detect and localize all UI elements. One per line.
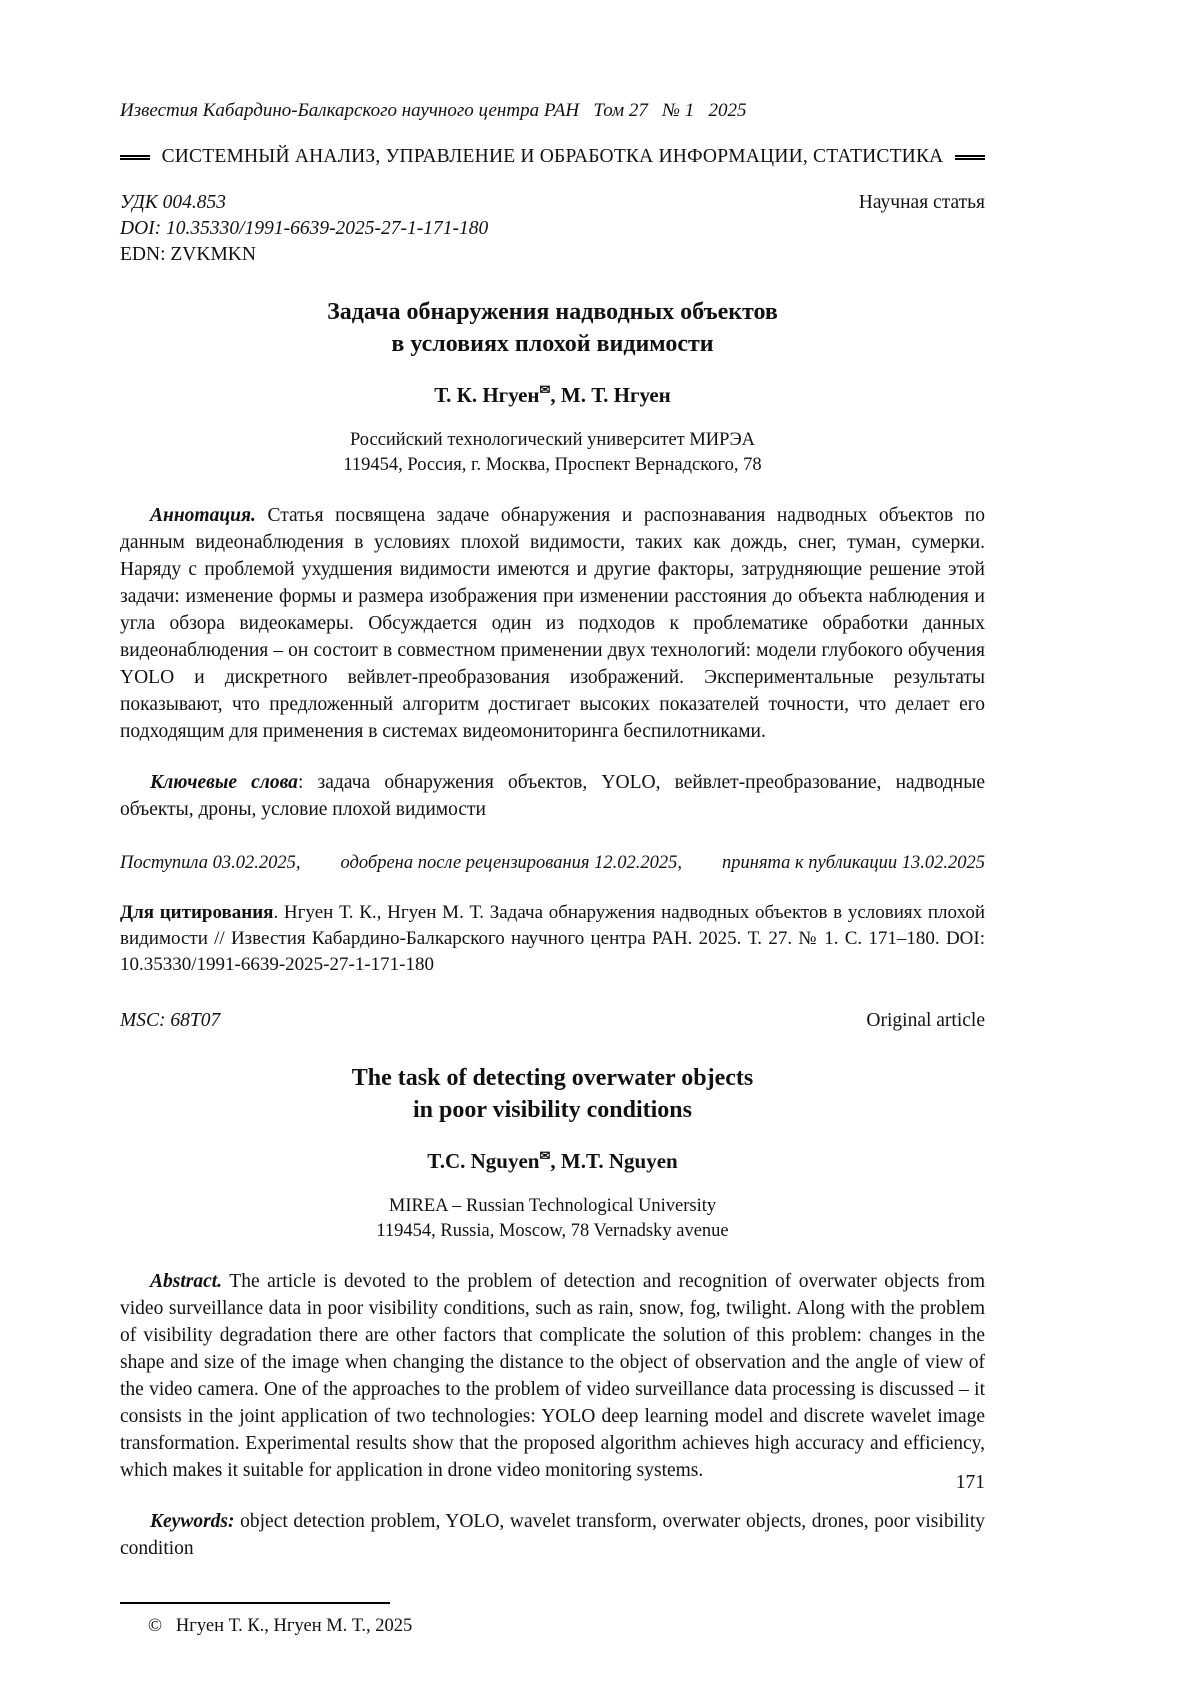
date-received: Поступила 03.02.2025, xyxy=(120,853,301,873)
udk-label: УДК 004.853 xyxy=(120,192,226,213)
date-approved: одобрена после рецензирования 12.02.2025, xyxy=(340,853,682,873)
title-en-line2: in poor visibility conditions xyxy=(413,1097,692,1123)
journal-header: Известия Кабардино-Балкарского научного центра РАН Том 27 № 1 2025 xyxy=(120,100,747,121)
authors-ru xyxy=(120,382,985,408)
msc-label: MSC: 68T07 xyxy=(120,1010,221,1031)
keywords-en xyxy=(120,1508,985,1562)
page-number: 171 xyxy=(955,1472,985,1493)
article-type-en: Original article xyxy=(866,1010,985,1031)
title-en-line1: The task of detecting overwater objects xyxy=(351,1065,754,1091)
keywords-en-text: object detection problem, YOLO, wavelet transform, overwater objects, drones, poor visibility condition xyxy=(120,1511,985,1559)
abstract-ru-text: Статья посвящена задаче обнаружения и распознавания надводных объектов по данным видеонаблюдения в условиях плохой видимости, таких как дождь, снег, туман, сумерки. Наряду с проблемой ухудшения видимости имеются и другие факторы, затрудняющие решение этой задачи: изменение формы и размера изображения при изменении расстояния до объекта наблюдения и угла обзора видеокамеры. Обсуждается один из подходов к проблематике обработки данных видеонаблюдения – он состоит в совместном применении двух технологий: модели глубокого обучения YOLO и дискретного вейвлет-преобразования изображений. Экспериментальные результаты показывают, что предложенный алгоритм достигает высоких показателей точности, что делает его подходящим для применения в системах видеомониторинга беспилотниками. xyxy=(120,505,985,742)
banner-right-rule xyxy=(955,155,985,160)
email-envelope-icon: ✉ xyxy=(539,382,551,397)
citation-ru xyxy=(120,900,985,978)
abstract-ru-label: Аннотация. xyxy=(150,505,256,526)
doi-line: DOI: 10.35330/1991-6639-2025-27-1-171-180 xyxy=(120,218,489,239)
author-en-1: T.C. Nguyen xyxy=(427,1149,540,1173)
title-ru-line2: в условиях плохой видимости xyxy=(391,331,714,357)
abstract-en-label: Abstract. xyxy=(150,1271,223,1292)
keywords-ru-text: : задача обнаружения объектов, YOLO, вейвлет-преобразование, надводные объекты, дроны, условие плохой видимости xyxy=(120,772,985,820)
banner-left-rule xyxy=(120,155,150,160)
affiliation-ru-line2: 119454, Россия, г. Москва, Проспект Вернадского, 78 xyxy=(343,455,762,475)
citation-label: Для цитирования xyxy=(120,902,274,923)
affiliation-en-line1: MIREA – Russian Technological University xyxy=(388,1196,717,1216)
dates-row xyxy=(120,853,985,874)
copyright-line: © Нгуен Т. К., Нгуен М. Т., 2025 xyxy=(148,1616,413,1636)
title-ru-line1: Задача обнаружения надводных объектов xyxy=(327,299,778,325)
keywords-ru-label: Ключевые слова xyxy=(150,772,298,793)
section-banner-text: СИСТЕМНЫЙ АНАЛИЗ, УПРАВЛЕНИЕ И ОБРАБОТКА ИНФОРМАЦИИ, СТАТИСТИКА xyxy=(161,146,944,167)
affiliation-ru-line1: Российский технологический университет МИРЭА xyxy=(349,430,756,450)
section-banner xyxy=(120,146,985,168)
author-ru-2: , М. Т. Нгуен xyxy=(550,383,671,407)
author-en-2: , M.T. Nguyen xyxy=(550,1149,678,1173)
affiliation-en xyxy=(120,1194,985,1244)
email-envelope-icon: ✉ xyxy=(539,1148,551,1163)
title-en xyxy=(120,1062,985,1126)
abstract-en-text: The article is devoted to the problem of detection and recognition of overwater objects from video surveillance data in poor visibility conditions, such as rain, snow, fog, twilight. Along with the problem of visibility degradation there are other factors that complicate the solution of this problem: changes in the shape and size of the image when changing the distance to the object of observation and the angle of view of the video camera. One of the approaches to the problem of video surveillance data processing is discussed – it consists in the joint application of two technologies: YOLO deep learning model and discrete wavelet image transformation. Experimental results show that the proposed algorithm achieves high accuracy and efficiency, which makes it suitable for application in drone video monitoring systems. xyxy=(120,1271,985,1481)
keywords-ru xyxy=(120,769,985,823)
udk-row xyxy=(120,192,985,214)
keywords-en-label: Keywords: xyxy=(150,1511,235,1532)
affiliation-ru xyxy=(120,428,985,478)
abstract-en xyxy=(120,1268,985,1484)
footnote xyxy=(120,1602,985,1637)
date-accepted: принята к публикации 13.02.2025 xyxy=(722,853,985,873)
abstract-ru xyxy=(120,502,985,745)
authors-en xyxy=(120,1148,985,1174)
title-ru xyxy=(120,296,985,360)
msc-row xyxy=(120,1010,985,1032)
affiliation-en-line2: 119454, Russia, Moscow, 78 Vernadsky avenue xyxy=(376,1221,729,1241)
article-type-ru: Научная статья xyxy=(858,192,985,213)
footnote-rule xyxy=(120,1602,390,1604)
edn-line: EDN: ZVKMKN xyxy=(120,244,256,265)
author-ru-1: Т. К. Нгуен xyxy=(434,383,540,407)
citation-text: . Нгуен Т. К., Нгуен М. Т. Задача обнаружения надводных объектов в условиях плохой видимости // Известия Кабардино-Балкарского научного центра РАН. 2025. Т. 27. № 1. С. 171–180. DOI: 10.35330/1991-6639-2025-27-1-171-180 xyxy=(120,902,986,975)
